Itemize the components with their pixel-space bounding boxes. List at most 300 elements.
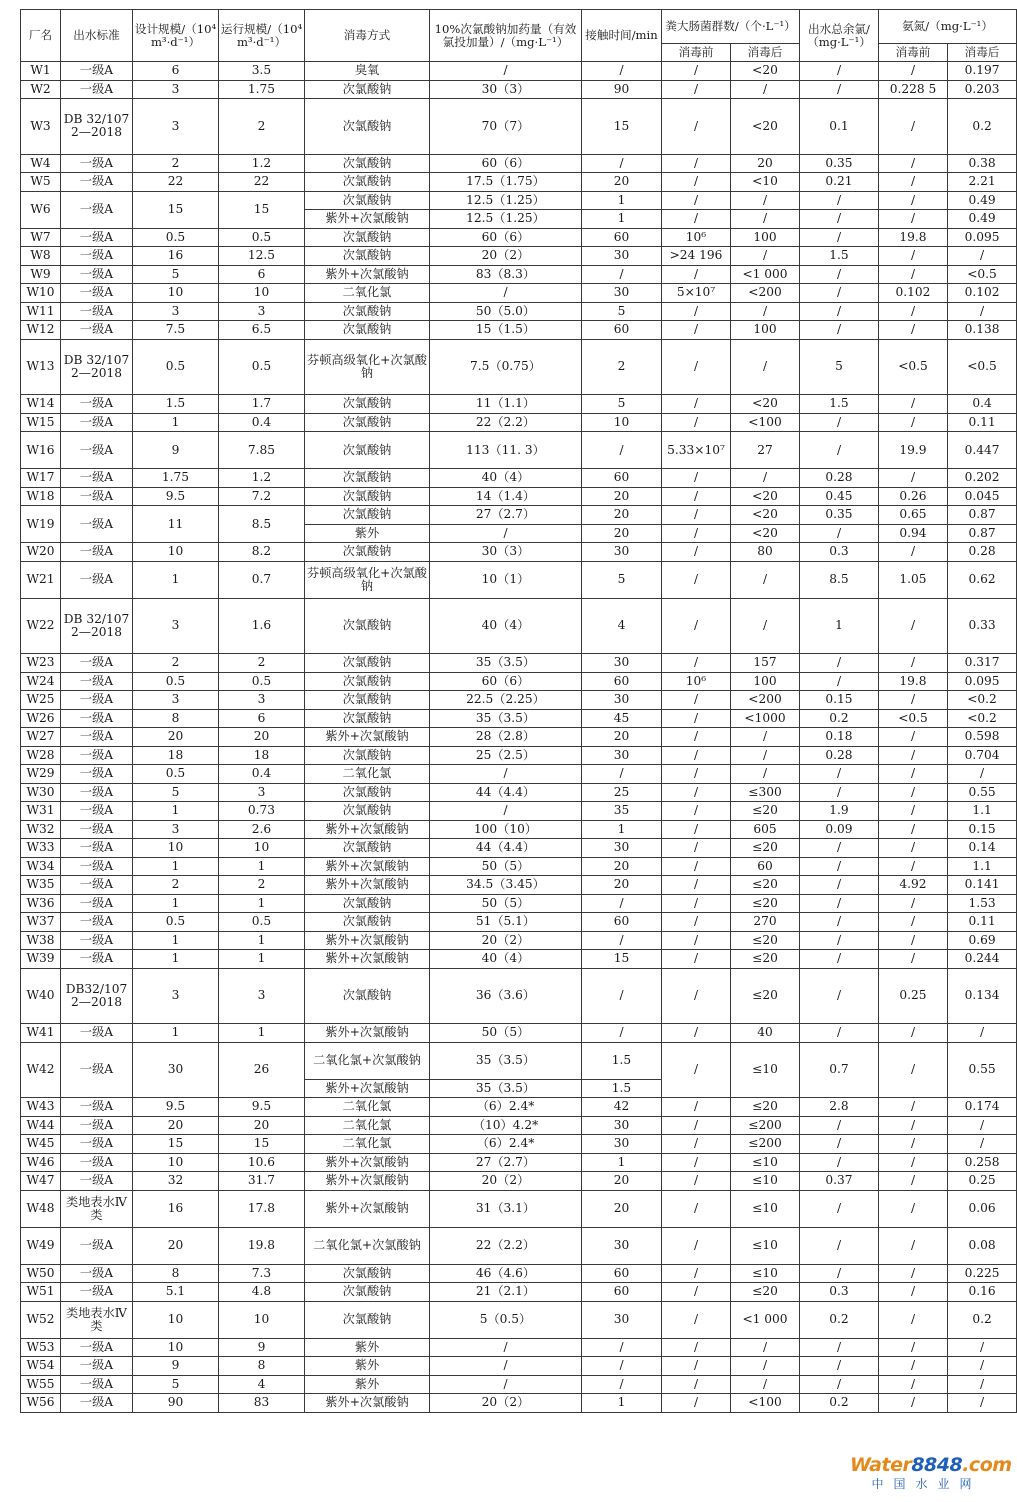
table-row [21, 746, 1017, 765]
cell-ammonia-after: 0.202 [948, 469, 1017, 488]
cell-residual-chlorine: 0.35 [800, 506, 879, 525]
cell-ammonia-after: 0.258 [948, 1153, 1017, 1172]
cell-coliform-after: ≤10 [731, 1190, 800, 1227]
cell-method: 次氯酸钠 [305, 802, 430, 821]
table-row [21, 395, 1017, 414]
cell-ammonia-after: 0.317 [948, 654, 1017, 673]
cell-method: 次氯酸钠 [305, 173, 430, 192]
cell-dosage: 31（3.1） [430, 1190, 582, 1227]
header-method: 消毒方式 [305, 10, 430, 62]
cell-residual-chlorine: 1.5 [800, 247, 879, 266]
table-row [21, 99, 1017, 155]
cell-coliform-after: ≤20 [731, 968, 800, 1024]
cell-ammonia-after: 0.598 [948, 728, 1017, 747]
table-row [21, 561, 1017, 598]
cell-ammonia-before: 0.25 [879, 968, 948, 1024]
cell-ammonia-after: 0.28 [948, 543, 1017, 562]
cell-dosage: 20（2） [430, 931, 582, 950]
disinfection-table [20, 9, 1017, 1413]
cell-standard: 类地表水Ⅳ类 [61, 1190, 133, 1227]
table-row [21, 469, 1017, 488]
cell-dosage: 50（5） [430, 857, 582, 876]
cell-design-scale: 10 [133, 1153, 219, 1172]
cell-run-scale: 3 [219, 691, 305, 710]
cell-dosage: 5（0.5） [430, 1301, 582, 1338]
cell-design-scale: 5 [133, 783, 219, 802]
cell-coliform-after: / [731, 1375, 800, 1394]
cell-coliform-before: / [662, 154, 731, 173]
cell-contact-time: / [582, 62, 662, 81]
cell-coliform-before: / [662, 1153, 731, 1172]
cell-ammonia-after: / [948, 1135, 1017, 1154]
cell-standard: 一级A [61, 820, 133, 839]
cell-plant: W36 [21, 894, 61, 913]
cell-contact-time: 30 [582, 247, 662, 266]
cell-run-scale: 2 [219, 99, 305, 155]
cell-run-scale: 1 [219, 894, 305, 913]
cell-plant: W48 [21, 1190, 61, 1227]
table-row [21, 709, 1017, 728]
cell-ammonia-after: 0.49 [948, 210, 1017, 229]
cell-design-scale: 1 [133, 1024, 219, 1043]
cell-residual-chlorine: / [800, 857, 879, 876]
cell-residual-chlorine: / [800, 1357, 879, 1376]
cell-run-scale: 6.5 [219, 321, 305, 340]
cell-plant: W53 [21, 1338, 61, 1357]
cell-ammonia-before: / [879, 154, 948, 173]
cell-residual-chlorine: / [800, 1153, 879, 1172]
cell-contact-time: 30 [582, 691, 662, 710]
cell-run-scale: 18 [219, 746, 305, 765]
cell-coliform-after: 100 [731, 228, 800, 247]
cell-ammonia-after: / [948, 1357, 1017, 1376]
cell-coliform-after: ≤200 [731, 1116, 800, 1135]
cell-coliform-after: <20 [731, 395, 800, 414]
table-row [21, 968, 1017, 1024]
cell-ammonia-after: 0.4 [948, 395, 1017, 414]
cell-residual-chlorine: 5 [800, 339, 879, 395]
cell-run-scale: 1.2 [219, 154, 305, 173]
cell-coliform-after: ≤20 [731, 931, 800, 950]
cell-coliform-after: <20 [731, 506, 800, 525]
cell-coliform-before: / [662, 765, 731, 784]
cell-residual-chlorine: / [800, 931, 879, 950]
cell-method: 次氯酸钠 [305, 691, 430, 710]
cell-standard: 一级A [61, 154, 133, 173]
cell-dosage: / [430, 1375, 582, 1394]
cell-standard: 一级A [61, 783, 133, 802]
cell-design-scale: 0.5 [133, 672, 219, 691]
cell-ammonia-after: 0.138 [948, 321, 1017, 340]
cell-design-scale: 1 [133, 802, 219, 821]
cell-coliform-after: <200 [731, 691, 800, 710]
cell-method: 次氯酸钠 [305, 413, 430, 432]
cell-plant: W54 [21, 1357, 61, 1376]
cell-residual-chlorine: 0.09 [800, 820, 879, 839]
table-row [21, 191, 1017, 210]
cell-plant: W25 [21, 691, 61, 710]
cell-coliform-after: ≤10 [731, 1172, 800, 1191]
cell-contact-time: 20 [582, 857, 662, 876]
cell-standard: 一级A [61, 1283, 133, 1302]
cell-coliform-before: / [662, 1116, 731, 1135]
cell-ammonia-before: / [879, 839, 948, 858]
cell-contact-time: 20 [582, 1172, 662, 1191]
cell-standard: 一级A [61, 1338, 133, 1357]
watermark-brand-num: 8848 [911, 1454, 963, 1476]
cell-dosage: 22.5（2.25） [430, 691, 582, 710]
cell-ammonia-before: / [879, 543, 948, 562]
cell-dosage: 12.5（1.25） [430, 210, 582, 229]
cell-contact-time: 60 [582, 228, 662, 247]
cell-contact-time: 25 [582, 783, 662, 802]
cell-standard: 一级A [61, 80, 133, 99]
cell-standard: 一级A [61, 1357, 133, 1376]
table-row [21, 321, 1017, 340]
cell-contact-time: 15 [582, 950, 662, 969]
cell-residual-chlorine: 2.8 [800, 1098, 879, 1117]
cell-ammonia-before: 19.9 [879, 432, 948, 469]
cell-contact-time: 20 [582, 506, 662, 525]
cell-design-scale: 2 [133, 154, 219, 173]
cell-run-scale: 3 [219, 783, 305, 802]
cell-ammonia-after: 0.55 [948, 1042, 1017, 1098]
cell-residual-chlorine: 0.18 [800, 728, 879, 747]
cell-residual-chlorine: / [800, 968, 879, 1024]
cell-design-scale: 11 [133, 506, 219, 543]
cell-contact-time: / [582, 1338, 662, 1357]
cell-coliform-before: / [662, 413, 731, 432]
cell-ammonia-before: / [879, 173, 948, 192]
cell-residual-chlorine: 0.1 [800, 99, 879, 155]
cell-coliform-after: / [731, 598, 800, 654]
cell-contact-time: 30 [582, 1116, 662, 1135]
cell-residual-chlorine: / [800, 1227, 879, 1264]
cell-contact-time: 60 [582, 1283, 662, 1302]
cell-run-scale: 4.8 [219, 1283, 305, 1302]
cell-contact-time: 1 [582, 191, 662, 210]
cell-method: 次氯酸钠 [305, 395, 430, 414]
cell-run-scale: 0.73 [219, 802, 305, 821]
cell-coliform-after: ≤20 [731, 876, 800, 895]
cell-method: 次氯酸钠 [305, 506, 430, 525]
cell-design-scale: 5.1 [133, 1283, 219, 1302]
cell-design-scale: 3 [133, 820, 219, 839]
cell-ammonia-after: <0.2 [948, 709, 1017, 728]
cell-ammonia-before: / [879, 265, 948, 284]
cell-contact-time: 20 [582, 876, 662, 895]
cell-coliform-after: 27 [731, 432, 800, 469]
table-row [21, 1172, 1017, 1191]
cell-ammonia-before: / [879, 1264, 948, 1283]
cell-coliform-before: / [662, 1024, 731, 1043]
cell-coliform-before: / [662, 339, 731, 395]
cell-coliform-after: ≤20 [731, 839, 800, 858]
cell-coliform-before: / [662, 210, 731, 229]
cell-ammonia-after: 0.08 [948, 1227, 1017, 1264]
cell-residual-chlorine: 8.5 [800, 561, 879, 598]
cell-contact-time: 1.5 [582, 1079, 662, 1098]
table-row [21, 913, 1017, 932]
cell-method: 紫外+次氯酸钠 [305, 1024, 430, 1043]
cell-method: 次氯酸钠 [305, 709, 430, 728]
cell-ammonia-before: / [879, 1375, 948, 1394]
cell-coliform-after: 20 [731, 154, 800, 173]
cell-residual-chlorine: / [800, 839, 879, 858]
cell-coliform-before: 10⁶ [662, 228, 731, 247]
cell-ammonia-before: / [879, 413, 948, 432]
cell-coliform-before: / [662, 1375, 731, 1394]
cell-coliform-after: ≤200 [731, 1135, 800, 1154]
cell-method: 紫外 [305, 1375, 430, 1394]
cell-coliform-before: / [662, 173, 731, 192]
cell-residual-chlorine: / [800, 1264, 879, 1283]
cell-coliform-before: / [662, 950, 731, 969]
cell-plant: W27 [21, 728, 61, 747]
cell-dosage: 20（2） [430, 247, 582, 266]
cell-method: 紫外+次氯酸钠 [305, 1394, 430, 1413]
cell-run-scale: 7.2 [219, 487, 305, 506]
cell-ammonia-after: <0.5 [948, 265, 1017, 284]
cell-plant: W49 [21, 1227, 61, 1264]
cell-ammonia-before: / [879, 746, 948, 765]
cell-coliform-after: ≤20 [731, 950, 800, 969]
cell-coliform-before: / [662, 802, 731, 821]
cell-residual-chlorine: / [800, 265, 879, 284]
table-row [21, 1135, 1017, 1154]
table-row [21, 543, 1017, 562]
cell-ammonia-after: 0.33 [948, 598, 1017, 654]
header-ammonia: 氨氮/（mg·L⁻¹） [879, 10, 1017, 44]
cell-plant: W20 [21, 543, 61, 562]
cell-residual-chlorine: 0.37 [800, 1172, 879, 1191]
cell-coliform-before: 5.33×10⁷ [662, 432, 731, 469]
cell-design-scale: 5 [133, 265, 219, 284]
cell-standard: 一级A [61, 709, 133, 728]
cell-ammonia-before: / [879, 783, 948, 802]
cell-plant: W47 [21, 1172, 61, 1191]
cell-residual-chlorine: / [800, 524, 879, 543]
table-row [21, 1153, 1017, 1172]
cell-standard: 一级A [61, 802, 133, 821]
table-row [21, 1301, 1017, 1338]
cell-method: 紫外+次氯酸钠 [305, 820, 430, 839]
cell-plant: W46 [21, 1153, 61, 1172]
cell-dosage: 36（3.6） [430, 968, 582, 1024]
header-dosage: 10%次氯酸钠加药量（有效氯投加量）/（mg·L⁻¹） [430, 10, 582, 62]
cell-dosage: 83（8.3） [430, 265, 582, 284]
table-row [21, 413, 1017, 432]
cell-coliform-after: / [731, 247, 800, 266]
table-row [21, 950, 1017, 969]
cell-method: 次氯酸钠 [305, 321, 430, 340]
cell-dosage: 46（4.6） [430, 1264, 582, 1283]
cell-residual-chlorine: / [800, 284, 879, 303]
cell-run-scale: 1.6 [219, 598, 305, 654]
cell-residual-chlorine: 0.2 [800, 709, 879, 728]
cell-method: 二氧化氯 [305, 765, 430, 784]
cell-run-scale: 8 [219, 1357, 305, 1376]
cell-contact-time: 30 [582, 1135, 662, 1154]
cell-run-scale: 8.5 [219, 506, 305, 543]
table-row [21, 506, 1017, 525]
cell-design-scale: 0.5 [133, 913, 219, 932]
table-row [21, 1283, 1017, 1302]
cell-coliform-before: / [662, 395, 731, 414]
cell-dosage: 20（2） [430, 1172, 582, 1191]
cell-ammonia-after: / [948, 1338, 1017, 1357]
header-ammonia-before: 消毒前 [879, 44, 948, 62]
cell-plant: W37 [21, 913, 61, 932]
cell-plant: W6 [21, 191, 61, 228]
cell-standard: 一级A [61, 561, 133, 598]
cell-coliform-before: / [662, 1394, 731, 1413]
cell-ammonia-before: / [879, 728, 948, 747]
cell-plant: W1 [21, 62, 61, 81]
cell-standard: 一级A [61, 654, 133, 673]
cell-coliform-before: / [662, 80, 731, 99]
cell-design-scale: 0.5 [133, 339, 219, 395]
cell-coliform-after: 605 [731, 820, 800, 839]
cell-coliform-before: / [662, 469, 731, 488]
cell-coliform-before: / [662, 894, 731, 913]
cell-design-scale: 10 [133, 1338, 219, 1357]
cell-coliform-after: <200 [731, 284, 800, 303]
cell-design-scale: 0.5 [133, 228, 219, 247]
cell-coliform-after: ≤10 [731, 1153, 800, 1172]
cell-method: 紫外+次氯酸钠 [305, 857, 430, 876]
cell-standard: DB 32/1072—2018 [61, 598, 133, 654]
cell-ammonia-after: 0.203 [948, 80, 1017, 99]
cell-design-scale: 7.5 [133, 321, 219, 340]
cell-contact-time: 30 [582, 1227, 662, 1264]
cell-contact-time: 1 [582, 1153, 662, 1172]
cell-coliform-before: / [662, 1227, 731, 1264]
cell-standard: DB 32/1072—2018 [61, 339, 133, 395]
cell-coliform-before: / [662, 506, 731, 525]
cell-coliform-after: <100 [731, 1394, 800, 1413]
table-row [21, 672, 1017, 691]
cell-ammonia-before: 0.65 [879, 506, 948, 525]
table-row [21, 1338, 1017, 1357]
cell-coliform-before: / [662, 857, 731, 876]
cell-residual-chlorine: 0.28 [800, 469, 879, 488]
cell-run-scale: 17.8 [219, 1190, 305, 1227]
cell-method: 芬顿高级氧化+次氯酸钠 [305, 561, 430, 598]
cell-standard: 一级A [61, 62, 133, 81]
cell-coliform-before: / [662, 1338, 731, 1357]
cell-ammonia-before: 0.26 [879, 487, 948, 506]
cell-run-scale: 20 [219, 728, 305, 747]
cell-coliform-before: 10⁶ [662, 672, 731, 691]
cell-contact-time: / [582, 1375, 662, 1394]
cell-plant: W28 [21, 746, 61, 765]
cell-contact-time: 30 [582, 654, 662, 673]
cell-run-scale: 31.7 [219, 1172, 305, 1191]
cell-residual-chlorine: / [800, 783, 879, 802]
cell-coliform-before: / [662, 302, 731, 321]
cell-coliform-before: >24 196 [662, 247, 731, 266]
cell-method: 次氯酸钠 [305, 191, 430, 210]
cell-method: 臭氧 [305, 62, 430, 81]
cell-design-scale: 18 [133, 746, 219, 765]
cell-run-scale: 0.5 [219, 228, 305, 247]
cell-design-scale: 22 [133, 173, 219, 192]
table-row [21, 1116, 1017, 1135]
header-design-scale: 设计规模/（10⁴m³·d⁻¹） [133, 10, 219, 62]
cell-run-scale: 0.5 [219, 339, 305, 395]
table-body [21, 62, 1017, 1413]
cell-residual-chlorine: / [800, 191, 879, 210]
cell-standard: 一级A [61, 191, 133, 228]
cell-ammonia-before: 19.8 [879, 228, 948, 247]
cell-plant: W29 [21, 765, 61, 784]
cell-ammonia-before: / [879, 802, 948, 821]
cell-plant: W52 [21, 1301, 61, 1338]
cell-coliform-after: / [731, 746, 800, 765]
cell-coliform-before: / [662, 1190, 731, 1227]
cell-run-scale: 15 [219, 191, 305, 228]
cell-standard: 一级A [61, 728, 133, 747]
cell-design-scale: 30 [133, 1042, 219, 1098]
cell-coliform-after: ≤20 [731, 1098, 800, 1117]
cell-residual-chlorine: 0.35 [800, 154, 879, 173]
header-coliform-after: 消毒后 [731, 44, 800, 62]
cell-contact-time: 30 [582, 543, 662, 562]
cell-ammonia-after: 0.225 [948, 1264, 1017, 1283]
cell-contact-time: / [582, 968, 662, 1024]
cell-plant: W39 [21, 950, 61, 969]
cell-dosage: （6）2.4* [430, 1098, 582, 1117]
cell-plant: W4 [21, 154, 61, 173]
table-row [21, 265, 1017, 284]
cell-coliform-after: <20 [731, 524, 800, 543]
cell-ammonia-before: 0.102 [879, 284, 948, 303]
table-header [21, 10, 1017, 62]
cell-standard: 一级A [61, 1394, 133, 1413]
cell-standard: 一级A [61, 413, 133, 432]
cell-coliform-after: <10 [731, 173, 800, 192]
cell-run-scale: 19.8 [219, 1227, 305, 1264]
cell-dosage: 28（2.8） [430, 728, 582, 747]
cell-standard: 一级A [61, 247, 133, 266]
cell-dosage: 40（4） [430, 950, 582, 969]
cell-coliform-before: 5×10⁷ [662, 284, 731, 303]
cell-coliform-before: / [662, 876, 731, 895]
cell-contact-time: 20 [582, 1190, 662, 1227]
cell-plant: W17 [21, 469, 61, 488]
cell-residual-chlorine: / [800, 80, 879, 99]
cell-run-scale: 6 [219, 265, 305, 284]
cell-residual-chlorine: 1 [800, 598, 879, 654]
cell-ammonia-before: / [879, 1172, 948, 1191]
cell-standard: 一级A [61, 469, 133, 488]
cell-run-scale: 4 [219, 1375, 305, 1394]
cell-residual-chlorine: / [800, 302, 879, 321]
cell-coliform-before: / [662, 543, 731, 562]
cell-ammonia-before: / [879, 469, 948, 488]
table-row [21, 1190, 1017, 1227]
cell-ammonia-after: 0.62 [948, 561, 1017, 598]
cell-coliform-after: / [731, 80, 800, 99]
cell-dosage: 60（6） [430, 672, 582, 691]
cell-dosage: 22（2.2） [430, 1227, 582, 1264]
cell-method: 二氧化氯+次氯酸钠 [305, 1042, 430, 1079]
cell-dosage: 14（1.4） [430, 487, 582, 506]
cell-design-scale: 16 [133, 247, 219, 266]
cell-plant: W23 [21, 654, 61, 673]
cell-dosage: 40（4） [430, 469, 582, 488]
